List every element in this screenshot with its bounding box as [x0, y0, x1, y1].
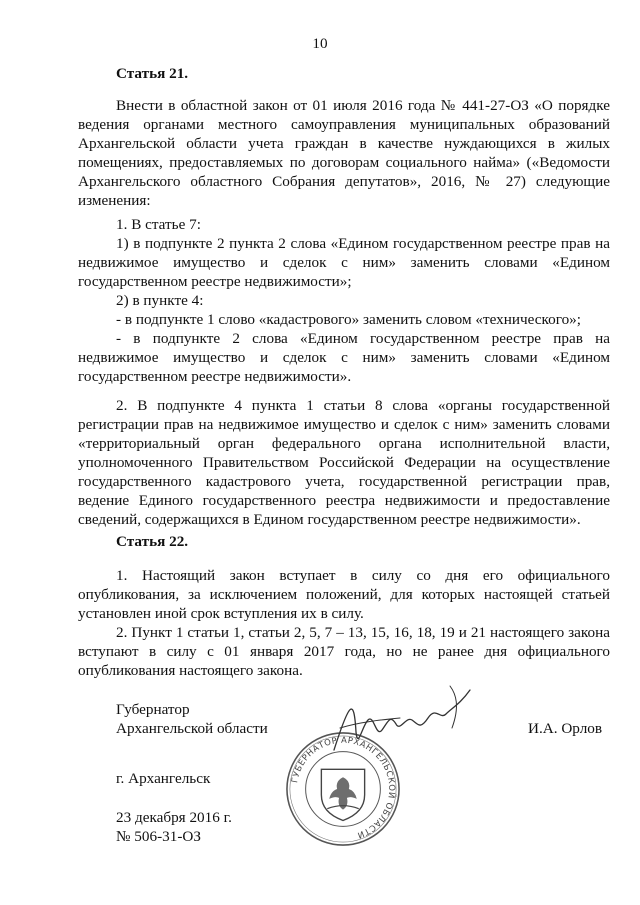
signature-date: 23 декабря 2016 г.: [116, 809, 232, 826]
signature-number: № 506-31-ОЗ: [116, 828, 201, 845]
article-21-title: Статья 21.: [116, 65, 189, 82]
article-21-item-1-sub-2-heading: 2) в пункте 4:: [116, 292, 204, 309]
signature-name: И.А. Орлов: [528, 720, 603, 737]
article-22-item-1: 1. Настоящий закон вступает в силу со дня его официального опубликования, за исключением положений, для которых настоящей статьей установлен иной срок вступления их в силу.: [78, 567, 610, 622]
article-21-item-1-sub-2-dash-1: - в подпункте 1 слово «кадастрового» заменить словом «технического»;: [116, 311, 581, 328]
article-22-item-2: 2. Пункт 1 статьи 1, статьи 2, 5, 7 – 13, 15, 16, 18, 19 и 21 настоящего закона вступают в силу с 01 января 2017 года, но не ранее дня официального опубликования настоящего закона.: [78, 624, 610, 679]
article-21-item-2: 2. В подпункте 4 пункта 1 статьи 8 слова «органы государственной регистрации прав на недвижимое имущество и сделок с ним» заменить словами «территориальный орган федерального органа исполнительной власти, уполномоченного Правительством Российской Федерации на осуществление государственного кадастрового учета, государственной регистрации прав, ведение Единого государственного реестра недвижимости и предоставление сведений, содержащихся в Едином государственном реестре недвижимости».: [78, 397, 610, 528]
article-21-item-1-sub-2-dash-2: - в подпункте 2 слова «Едином государственном реестре прав на недвижимое имущество и сделок с ним» заменить словами «Едином государственном реестре недвижимости».: [78, 330, 610, 385]
article-22-title: Статья 22.: [116, 533, 189, 550]
seal-text: ГУБЕРНАТОР АРХАНГЕЛЬСКОЙ ОБЛАСТИ: [289, 734, 398, 841]
signature-position-line-1: Губернатор: [116, 701, 190, 718]
article-21-item-1-heading: 1. В статье 7:: [116, 216, 201, 233]
article-21-intro: Внести в областной закон от 01 июля 2016 года № 441-27-ОЗ «О порядке ведения органами местного самоуправления муниципальных образований Архангельской области учета граждан в качестве нуждающихся в жилых помещениях, предоставляемых по договорам социального найма» («Ведомости Архангельского областного Собрания депутатов», 2016, № 27) следующие изменения:: [78, 97, 610, 209]
signature-position-line-2: Архангельской области: [116, 720, 268, 737]
page-number: 10: [312, 35, 328, 52]
handwritten-signature-icon: [320, 680, 500, 770]
article-21-item-1-sub-1: 1) в подпункте 2 пункта 2 слова «Едином государственном реестре прав на недвижимое имущество и сделок с ним» заменить словами «Едином государственном реестре недвижимости»;: [78, 235, 610, 290]
signature-city: г. Архангельск: [116, 770, 211, 787]
